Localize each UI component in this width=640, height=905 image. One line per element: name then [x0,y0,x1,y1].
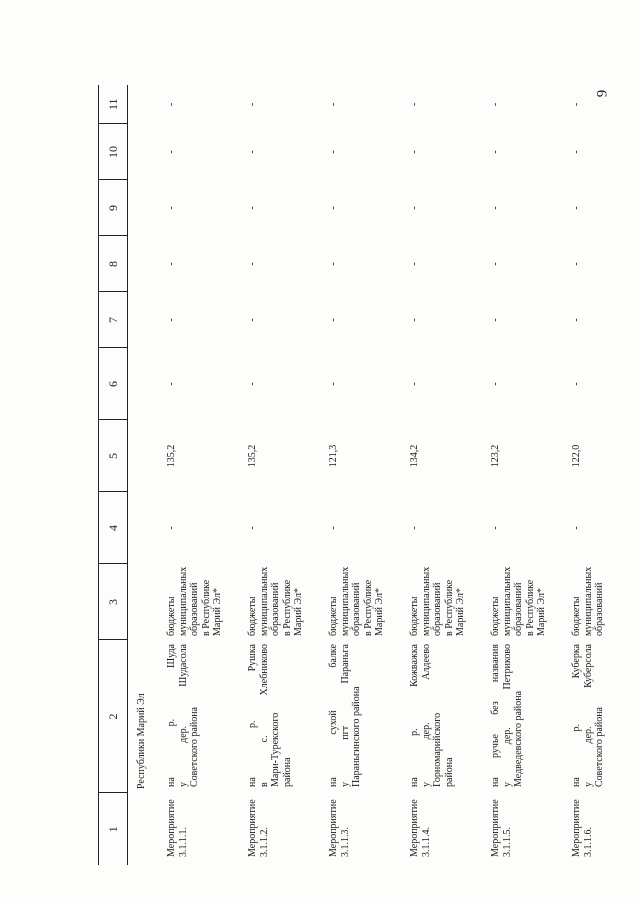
value-c9: - [328,206,339,210]
location-line: Параньгинского района [351,686,362,787]
funding-source-line: бюджеты [328,596,339,636]
table-row [320,85,401,865]
funding-source-line: в Республике [524,579,536,636]
column-header: 9 [99,180,128,236]
funding-source-line: бюджеты [247,596,258,636]
value-c4: - [409,526,420,530]
value-c5: 123,2 [490,444,501,468]
page-number: 9 [594,89,611,98]
value-c8: - [166,262,177,266]
location-line: в с. Хлебниково [258,644,270,787]
value-c10: - [490,150,501,154]
funding-source [563,564,640,640]
funding-source-line: Марий Эл* [374,588,385,636]
funding-source-line: Марий Эл* [536,588,547,636]
value-c6: - [409,382,420,386]
funding-source-line: образований [513,582,524,636]
funding-source-line: муниципальных [177,566,189,636]
column-header: 2 [99,640,128,793]
column-header: 3 [99,564,128,640]
location-line: Советского района [189,707,200,787]
location-line: на р. Шуда [166,644,177,787]
location-line: Медведевского района [513,690,524,787]
section-label: Республики Марий Эл [136,693,147,789]
value-c5: 135,2 [166,444,177,468]
value-c8: - [571,262,582,266]
value-c4: - [490,526,501,530]
measure-id: Мероприятие 3.1.1.3. [328,799,351,857]
column-header: 11 [99,85,128,124]
measure-location [158,640,239,793]
value-c6: - [247,382,258,386]
location-line: у дер. Шудасола [177,644,189,787]
value-c9: - [247,206,258,210]
value-c4: - [247,526,258,530]
measure-id: Мероприятие 3.1.1.2. [247,799,270,857]
value-c11: - [328,102,339,107]
value-c5: 134,2 [409,444,420,468]
value-c7: - [409,318,420,322]
table-row [401,85,482,865]
funding-source-line: в Республике [200,579,212,636]
funding-source-line: образований [270,582,281,636]
funding-source-line: в Республике [362,579,374,636]
funding-source-line: бюджеты [490,596,501,636]
funding-source-line: бюджеты [571,596,582,636]
rotated-table-page [98,85,638,865]
location-line: у дер. Алдеево [420,644,432,787]
funding-source-line: образований [351,582,362,636]
funding-source-line: муниципальных [339,566,351,636]
measure-location [320,640,401,793]
value-c4: - [166,526,177,530]
measure-id: Мероприятие 3.1.1.5. [490,799,513,857]
empty-cell [128,793,159,865]
funding-source-line: в Республике [281,579,293,636]
value-c9: - [166,206,177,210]
value-c11: - [571,102,582,107]
table-row [158,85,239,865]
column-header: 8 [99,236,128,292]
measure-location [563,640,640,793]
funding-source-line: в Республике [443,579,455,636]
value-c10: - [166,150,177,154]
funding-source-line: Марий Эл* [212,588,223,636]
value-c5: 122,0 [571,444,582,468]
value-c8: - [328,262,339,266]
table-body [99,85,640,865]
funding-source-line: муниципальных [582,566,594,636]
measure-id: Мероприятие 3.1.1.6. [571,799,594,857]
value-c5: 135,2 [247,444,258,468]
funding-source-line: Марий Эл* [455,588,466,636]
value-c8: - [247,262,258,266]
measure-location [401,640,482,793]
value-c11: - [409,102,420,107]
value-c8: - [490,262,501,266]
funding-source [401,564,482,640]
value-c8: - [409,262,420,266]
location-line: на р. Куберка [571,644,582,787]
value-c5: 121,3 [328,444,339,468]
funding-source [482,564,563,640]
value-c10: - [328,150,339,154]
value-c6: - [166,382,177,386]
column-header: 7 [99,292,128,348]
column-number-header [99,85,128,865]
value-c7: - [490,318,501,322]
measure-id: Мероприятие 3.1.1.1. [166,799,189,857]
funding-source-line: муниципальных [258,566,270,636]
column-header: 5 [99,420,128,492]
value-c11: - [490,102,501,107]
location-line: на р. Рушка [247,644,258,787]
value-c9: - [571,206,582,210]
value-c7: - [328,318,339,322]
funding-source-line: образований [432,582,443,636]
section-row [128,85,159,865]
funding-source [158,564,239,640]
location-line: Мари-Турекского [270,712,281,787]
measures-table [98,85,640,865]
funding-source-line: муниципальных [501,566,513,636]
location-line: у дер. Петриково [501,644,513,787]
value-c4: - [571,526,582,530]
location-line: Советского района [594,707,605,787]
value-c10: - [247,150,258,154]
value-c11: - [166,102,177,107]
location-line: района [281,757,293,787]
column-header: 6 [99,348,128,420]
value-c10: - [571,150,582,154]
location-line: района [443,757,455,787]
value-c4: - [328,526,339,530]
funding-source-line: Марий Эл* [293,588,304,636]
location-line: на ручье без названия [490,644,501,787]
funding-source-line: образований [594,582,605,636]
funding-source-line: образований [189,582,200,636]
value-c6: - [571,382,582,386]
measure-location [482,640,563,793]
funding-source [239,564,320,640]
value-c7: - [247,318,258,322]
location-line: у пгт Параньга [339,644,351,787]
location-line: на сухой балке [328,644,339,787]
table-row [563,85,640,865]
location-line: у дер. Куберсола [582,644,594,787]
value-c6: - [490,382,501,386]
value-c7: - [571,318,582,322]
measure-location [239,640,320,793]
value-c9: - [409,206,420,210]
value-c9: - [490,206,501,210]
table-row [239,85,320,865]
funding-source-line: муниципальных [420,566,432,636]
table-row [482,85,563,865]
column-header: 1 [99,793,128,865]
value-c7: - [166,318,177,322]
value-c10: - [409,150,420,154]
value-c11: - [247,102,258,107]
location-line: на р. Кожважка [409,644,420,787]
column-header: 4 [99,492,128,564]
value-c6: - [328,382,339,386]
location-line: Горномарийского [432,712,443,787]
funding-source-line: бюджеты [409,596,420,636]
column-header: 10 [99,124,128,180]
measure-id: Мероприятие 3.1.1.4. [409,799,432,857]
funding-source [320,564,401,640]
funding-source-line: бюджеты [166,596,177,636]
